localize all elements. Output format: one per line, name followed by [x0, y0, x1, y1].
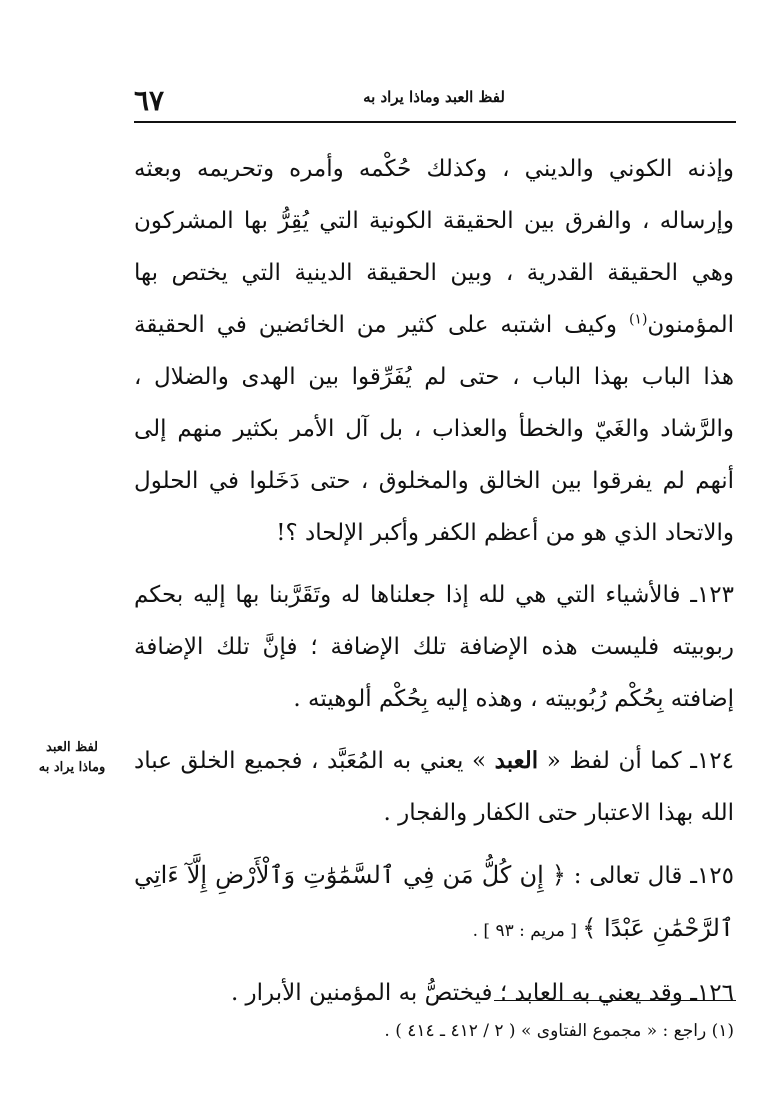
paragraph-text-2: وكيف اشتبه على كثير من الخائضين في الحقيقة هذا الباب بهذا الباب ، حتى لم يُفَرِّقوا بين الهدى والضلال ، والرَّشاد والغَيّ والخطأ والعذاب ، بل آل الأمر بكثير منهم إلى أنهم لم يفرقوا بين الخالق والمخلوق ، حتى دَخَلوا في الحلول والاتحاد الذي هو من أعظم الكفر وأكبر الإلحاد ؟! — [134, 312, 734, 546]
paragraph-number: ١٢٥ـ — [690, 863, 734, 889]
verse-reference: [ مريم : ٩٣ ] . — [472, 921, 583, 941]
footnote-rule — [494, 1000, 736, 1001]
paragraph-124 — [134, 735, 734, 839]
paragraph-125 — [134, 849, 734, 957]
footnote: (١) راجع : « مجموع الفتاوى » ( ٢ / ٤١٢ ـ ٤١٤ ) . — [384, 1021, 734, 1041]
paragraph-text-2: » يعني به المُعَبَّد ، فجميع الخلق عباد الله بهذا الاعتبار حتى الكفار والفجار . — [134, 748, 734, 826]
footnote-ref: (١) — [628, 311, 648, 328]
page-number: ٦٧ — [134, 84, 165, 117]
paragraph-text: وإذنه الكوني والديني ، وكذلك حُكْمه وأمره وتحريمه وبعثه وإرساله ، والفرق بين الحقيقة الكونية التي يُقِرُّ بها المشركون وهي الحقيقة القدرية ، وبين الحقيقة الدينية التي يختص بها المؤمنون — [134, 156, 735, 338]
margin-note — [22, 738, 122, 778]
paragraph-text: كما أن لفظ « — [538, 748, 682, 774]
paragraph-number: ١٢٤ـ — [690, 748, 735, 774]
margin-note-line: لفظ العبد — [46, 740, 98, 755]
margin-note-line: وماذا يراد به — [38, 760, 106, 775]
paragraph-continuation — [134, 143, 734, 559]
running-title: لفظ العبد وماذا يراد به — [363, 88, 505, 106]
main-text — [134, 143, 734, 1019]
paragraph-text: قال تعالى : — [565, 863, 683, 889]
bold-term: العبد — [494, 747, 539, 774]
paragraph-text: فالأشياء التي هي لله إذا جعلناها له وتَقَرَّبنا بها إليه بحكم ربوبيته فليست هذه الإضافة تلك الإضافة ؛ فإنَّ تلك الإضافة إضافته بِحُكْم رُبُوبيته ، وهذه إليه بِحُكْم ألوهيته . — [134, 582, 734, 712]
paragraph-123 — [134, 569, 734, 725]
paragraph-text: وقد يعني به العابد ؛ فيختصُّ به المؤمنين الأبرار . — [230, 980, 683, 1006]
paragraph-126 — [134, 967, 734, 1019]
paragraph-number: ١٢٣ـ — [690, 582, 735, 608]
paragraph-number: ١٢٦ـ — [690, 980, 734, 1006]
page-header — [134, 84, 734, 120]
quran-verse: ﴿ إِن كُلُّ مَن فِي ٱلسَّمَٰوَٰتِ وَٱلْأَرْضِ إِلَّآ ءَاتِي ٱلرَّحْمَٰنِ عَبْدًا ﴾ — [134, 861, 734, 942]
header-rule — [134, 121, 736, 123]
